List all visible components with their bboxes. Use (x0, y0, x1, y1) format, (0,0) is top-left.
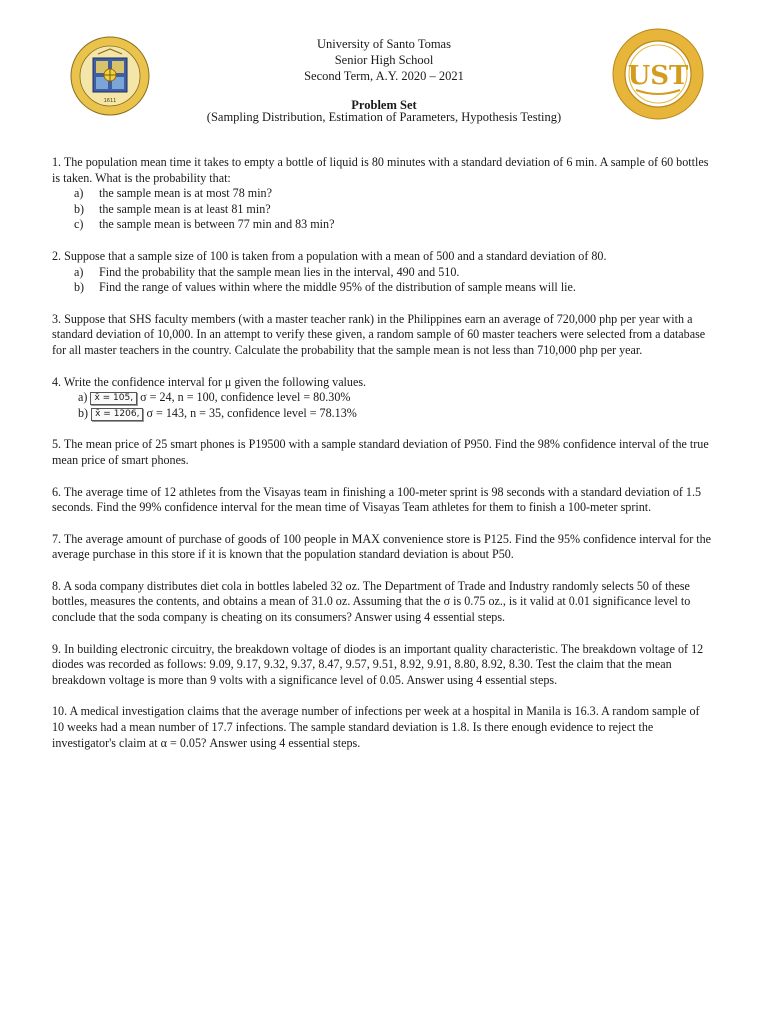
sub-question: b) Find the range of values within where the middle 95% of the distribution of sample means will lie. (74, 280, 576, 295)
sub-question: b) x̄ = 1206, σ = 143, n = 35, confidence level = 78.13% (78, 405, 357, 420)
sub-question: c) the sample mean is between 77 min and 83 min? (74, 217, 335, 232)
problem-set-title: Problem Set (351, 98, 417, 112)
school-name: Senior High School (334, 53, 434, 67)
problem-text: 9. In building electronic circuitry, the breakdown voltage of diodes is an important quality characteristic. The breakdown voltage of 12 diodes was recorded as follows: 9.09, 9.17, 9.32, 9.37, 8.47, 9.57, 9.51, 8.92, 9.91, 8.80, 8.92, 8.30. Test the claim that the mean breakdown voltage is more than 9 volts with a significance level of 0.05. Answer using 4 essential steps. (52, 641, 704, 687)
problem-8 (52, 579, 712, 626)
problem-10 (52, 704, 712, 751)
xbar-value-box: x̄ = 1206, (91, 408, 143, 421)
problem-text: 7. The average amount of purchase of goods of 100 people in MAX convenience store is P125. Find the 95% confidence interval for the average purchase in this store if it is known that the population standard deviation is about P50. (52, 531, 712, 562)
problem-5 (52, 437, 712, 468)
xbar-value-box: x̄ = 105, (90, 392, 137, 405)
problem-text: 2. Suppose that a sample size of 100 is taken from a population with a mean of 500 and a standard deviation of 80. (52, 248, 607, 263)
problem-6 (52, 485, 712, 516)
sub-question: a) x̄ = 105, σ = 24, n = 100, confidence level = 80.30% (78, 390, 351, 405)
sub-question: a) Find the probability that the sample mean lies in the interval, 490 and 510. (74, 264, 460, 279)
problem-1 (52, 155, 712, 233)
problem-text: 3. Suppose that SHS faculty members (with a master teacher rank) in the Philippines earn an average of 720,000 php per year with a standard deviation of 10,000. In an attempt to verify these given, a random sample of 60 master teachers were selected from a database for all master teachers in the country. Calculate the probability that the sample mean is not less than 710,000 php per year. (52, 311, 706, 357)
problem-7 (52, 532, 712, 563)
svg-text:UST: UST (627, 61, 689, 91)
university-name: University of Santo Tomas (317, 37, 451, 51)
problem-3 (52, 312, 712, 359)
problem-text: 4. Write the confidence interval for μ given the following values. (52, 374, 367, 389)
problem-2 (52, 249, 712, 296)
problem-text: 10. A medical investigation claims that the average number of infections per week at a hospital in Manila is 16.3. A random sample of 10 weeks had a mean number of 17.7 infections. The sample standard deviation is 1.8. Is there enough evidence to reject the investigator's claim at α = 0.05? Answer using 4 essential steps. (52, 704, 700, 750)
problem-text: 8. A soda company distributes diet cola in bottles labeled 32 oz. The Department of Trade and Industry randomly selects 50 of these bottles, measures the contents, and obtains a mean of 31.0 oz. Assuming that the σ is 0.75 oz., is it valid at 0.01 significance level to conclude that the soda company is cheating on its consumers? Answer using 4 essential steps. (52, 578, 691, 625)
problem-list (52, 155, 712, 767)
svg-text:1611: 1611 (103, 98, 117, 104)
problem-text: 1. The population mean time it takes to empty a bottle of liquid is 80 minutes with a standard deviation of 6 min. A sample of 60 bottles is taken. What is the probability that: (52, 155, 709, 185)
sub-question: a) the sample mean is at most 78 min? (74, 186, 272, 201)
problem-text: 6. The average time of 12 athletes from the Visayas team in finishing a 100-meter sprint is 98 seconds with a standard deviation of 1.5 seconds. Find the 99% confidence interval for the mean time of Visayas Team athletes for them to finish a 100-meter sprint. (52, 484, 702, 515)
document-header (0, 36, 768, 84)
problem-4 (52, 375, 712, 422)
problem-text: 5. The mean price of 25 smart phones is P19500 with a sample standard deviation of P950. Find the 98% confidence interval of the true mean price of smart phones. (52, 437, 709, 467)
problem-9 (52, 642, 712, 689)
sub-question: b) the sample mean is at least 81 min? (74, 201, 271, 216)
problem-set-subtitle: (Sampling Distribution, Estimation of Parameters, Hypothesis Testing) (206, 110, 562, 124)
term-label: Second Term, A.Y. 2020 – 2021 (304, 69, 464, 83)
